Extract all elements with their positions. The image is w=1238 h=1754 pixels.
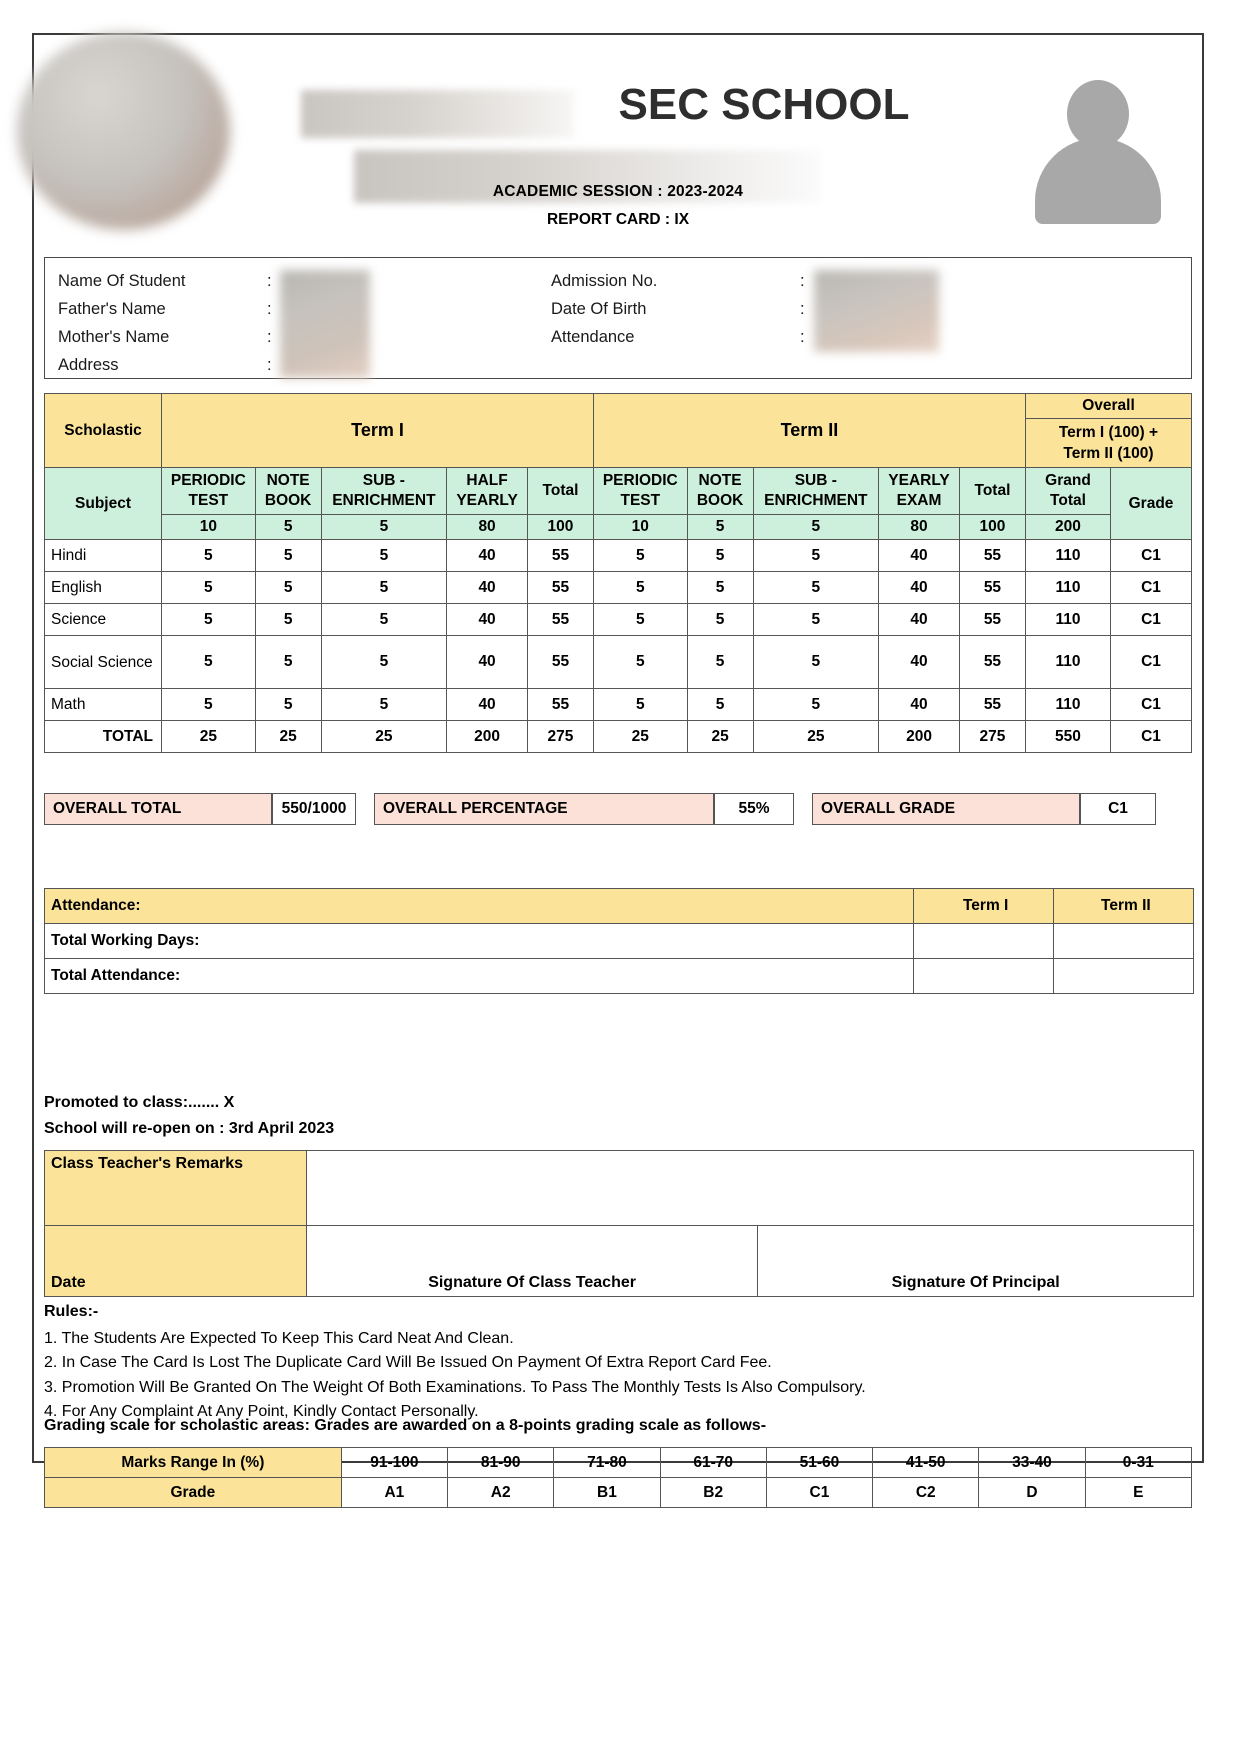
cell: 5 [321, 689, 447, 721]
signature-of-principal: Signature Of Principal [758, 1226, 1194, 1297]
label-address: Address [58, 356, 119, 374]
label-fathers-name: Father's Name [58, 300, 166, 318]
attendance-row-working-days [45, 924, 1194, 959]
cell: 55 [959, 689, 1025, 721]
cell: 275 [528, 721, 594, 753]
max-half-yearly: 80 [447, 515, 528, 540]
class-teacher-remarks-value[interactable] [306, 1151, 1193, 1226]
cell: C1 [1111, 604, 1192, 636]
cell: 55 [959, 572, 1025, 604]
summary-strip [44, 793, 1192, 825]
cell: 5 [321, 540, 447, 572]
report-header [34, 35, 1202, 240]
cell: 200 [879, 721, 960, 753]
max-total-1: 100 [528, 515, 594, 540]
colon-name-of-student: : [267, 272, 272, 290]
cell: 40 [879, 636, 960, 689]
academic-session: ACADEMIC SESSION : 2023-2024 [492, 183, 744, 200]
total-label: TOTAL [45, 721, 162, 753]
cell: 5 [321, 604, 447, 636]
cell: 25 [255, 721, 321, 753]
cell: C1 [1111, 689, 1192, 721]
colon-attendance: : [800, 328, 805, 346]
cell: 5 [162, 540, 256, 572]
cell: 40 [879, 572, 960, 604]
col-sub-enrichment-1: SUB - ENRICHMENT [321, 468, 447, 515]
attendance-table [44, 888, 1194, 994]
rules-section [44, 1300, 1184, 1425]
cell: 5 [753, 572, 879, 604]
remarks-table [44, 1150, 1194, 1297]
cell: 275 [959, 721, 1025, 753]
cell: 5 [321, 572, 447, 604]
cell: C1 [1111, 572, 1192, 604]
cell: 110 [1025, 689, 1110, 721]
attendance-title: Attendance: [45, 889, 914, 924]
col-periodic-test-1: PERIODIC TEST [162, 468, 256, 515]
cell: 5 [687, 604, 753, 636]
overall-percentage-label: OVERALL PERCENTAGE [374, 793, 714, 825]
redacted-student-details-left [280, 270, 370, 378]
cell: 25 [753, 721, 879, 753]
cell: 5 [593, 540, 687, 572]
range-cell: 61-70 [660, 1448, 766, 1478]
cell: 5 [593, 689, 687, 721]
cell: 25 [162, 721, 256, 753]
rule-item: 2. In Case The Card Is Lost The Duplicate Card Will Be Issued On Payment Of Extra Report Card Fee. [44, 1354, 772, 1371]
cell: 40 [447, 689, 528, 721]
promotion-info [44, 1090, 334, 1142]
max-periodic-test-1: 10 [162, 515, 256, 540]
cell: 40 [879, 540, 960, 572]
max-grand-total: 200 [1025, 515, 1110, 540]
cell: 5 [255, 540, 321, 572]
attendance-total-term2[interactable] [1053, 959, 1193, 994]
max-sub-enrichment-1: 5 [321, 515, 447, 540]
cell: 5 [753, 689, 879, 721]
cell: C1 [1111, 636, 1192, 689]
redacted-student-details-right [814, 270, 939, 352]
table-row [45, 689, 1192, 721]
range-cell: 91-100 [341, 1448, 447, 1478]
school-name: SEC SCHOOL [618, 80, 910, 129]
cell: 200 [447, 721, 528, 753]
cell: 5 [593, 604, 687, 636]
table-row [45, 540, 1192, 572]
cell: 5 [255, 572, 321, 604]
grading-scale-table [44, 1447, 1192, 1508]
cell: 5 [255, 689, 321, 721]
overall-grade-label: OVERALL GRADE [812, 793, 1080, 825]
max-yearly-exam: 80 [879, 515, 960, 540]
attendance-working-days-label: Total Working Days: [45, 924, 914, 959]
report-card-page [32, 33, 1204, 1501]
subject-social-science: Social Science [45, 636, 162, 689]
colon-date-of-birth: : [800, 300, 805, 318]
label-mothers-name: Mother's Name [58, 328, 170, 346]
student-info-box [44, 257, 1192, 379]
cell: 55 [959, 604, 1025, 636]
label-date-of-birth: Date Of Birth [551, 300, 647, 318]
grade-cell: A2 [448, 1478, 554, 1508]
cell: 40 [447, 604, 528, 636]
colon-admission-no: : [800, 272, 805, 290]
attendance-total-label: Total Attendance: [45, 959, 914, 994]
cell: 110 [1025, 540, 1110, 572]
rule-item: 1. The Students Are Expected To Keep This Card Neat And Clean. [44, 1329, 514, 1347]
grade-cell: E [1085, 1478, 1191, 1508]
signature-of-class-teacher: Signature Of Class Teacher [306, 1226, 758, 1297]
report-card-class: REPORT CARD : IX [546, 211, 690, 228]
marks-range-label: Marks Range In (%) [45, 1448, 342, 1478]
cell: 40 [447, 572, 528, 604]
range-cell: 71-80 [554, 1448, 660, 1478]
overall-sub-line1: Term I (100) + [1058, 424, 1159, 441]
range-cell: 81-90 [448, 1448, 554, 1478]
subject-hindi: Hindi [45, 540, 162, 572]
grade-cell: B1 [554, 1478, 660, 1508]
cell: 40 [447, 540, 528, 572]
attendance-total-term1[interactable] [913, 959, 1053, 994]
cell: 5 [162, 572, 256, 604]
max-note-book-2: 5 [687, 515, 753, 540]
grade-cell: C2 [873, 1478, 979, 1508]
attendance-term2-header: Term II [1053, 889, 1193, 924]
cell: 55 [959, 636, 1025, 689]
cell: 55 [528, 689, 594, 721]
label-admission-no: Admission No. [551, 272, 658, 290]
colon-fathers-name: : [267, 300, 272, 318]
cell: 5 [687, 689, 753, 721]
overall-header: Overall [1025, 394, 1191, 419]
grade-cell: B2 [660, 1478, 766, 1508]
attendance-working-days-term1[interactable] [913, 924, 1053, 959]
subject-science: Science [45, 604, 162, 636]
overall-total-value: 550/1000 [272, 793, 356, 825]
class-teacher-remarks-label: Class Teacher's Remarks [45, 1151, 307, 1226]
cell: 5 [162, 604, 256, 636]
colon-mothers-name: : [267, 328, 272, 346]
cell: C1 [1111, 721, 1192, 753]
table-total-row [45, 721, 1192, 753]
max-sub-enrichment-2: 5 [753, 515, 879, 540]
max-note-book-1: 5 [255, 515, 321, 540]
term1-header: Term I [162, 394, 594, 468]
cell: 55 [528, 540, 594, 572]
range-cell: 33-40 [979, 1448, 1085, 1478]
cell: 5 [687, 636, 753, 689]
school-reopen-date: School will re-open on : 3rd April 2023 [44, 1120, 335, 1137]
rule-item: 4. For Any Complaint At Any Point, Kindly Contact Personally. [44, 1403, 479, 1420]
cell: C1 [1111, 540, 1192, 572]
col-total-2: Total [959, 468, 1025, 515]
term2-header: Term II [593, 394, 1025, 468]
overall-percentage-value: 55% [714, 793, 794, 825]
table-row [45, 636, 1192, 689]
range-cell: 0-31 [1085, 1448, 1191, 1478]
cell: 5 [687, 572, 753, 604]
grade-row-label: Grade [45, 1478, 342, 1508]
subject-math: Math [45, 689, 162, 721]
attendance-term1-header: Term I [913, 889, 1053, 924]
table-row [45, 604, 1192, 636]
col-periodic-test-2: PERIODIC TEST [593, 468, 687, 515]
range-cell: 51-60 [766, 1448, 872, 1478]
overall-grade-value: C1 [1080, 793, 1156, 825]
cell: 5 [321, 636, 447, 689]
table-row [45, 572, 1192, 604]
cell: 5 [255, 604, 321, 636]
cell: 5 [753, 604, 879, 636]
cell: 5 [162, 636, 256, 689]
col-yearly-exam: YEARLY EXAM [879, 468, 960, 515]
cell: 110 [1025, 636, 1110, 689]
cell: 55 [959, 540, 1025, 572]
col-grade: Grade [1111, 468, 1192, 540]
range-cell: 41-50 [873, 1448, 979, 1478]
subject-english: English [45, 572, 162, 604]
cell: 25 [687, 721, 753, 753]
col-note-book-2: NOTE BOOK [687, 468, 753, 515]
overall-sub-header [1025, 419, 1191, 468]
cell: 5 [753, 540, 879, 572]
rules-title: Rules:- [44, 1303, 99, 1320]
scholastic-marks-table [44, 393, 1192, 753]
date-label: Date [45, 1226, 307, 1297]
col-total-1: Total [528, 468, 594, 515]
col-sub-enrichment-2: SUB - ENRICHMENT [753, 468, 879, 515]
cell: 40 [447, 636, 528, 689]
cell: 55 [528, 604, 594, 636]
cell: 40 [879, 604, 960, 636]
attendance-working-days-term2[interactable] [1053, 924, 1193, 959]
grade-cell: C1 [766, 1478, 872, 1508]
overall-total-label: OVERALL TOTAL [44, 793, 272, 825]
cell: 5 [255, 636, 321, 689]
cell: 110 [1025, 572, 1110, 604]
grade-cell: D [979, 1478, 1085, 1508]
max-periodic-test-2: 10 [593, 515, 687, 540]
cell: 110 [1025, 604, 1110, 636]
cell: 55 [528, 572, 594, 604]
cell: 40 [879, 689, 960, 721]
redacted-school-name-1 [301, 90, 574, 138]
label-attendance: Attendance [551, 328, 635, 346]
cell: 25 [593, 721, 687, 753]
col-half-yearly: HALF YEARLY [447, 468, 528, 515]
max-total-2: 100 [959, 515, 1025, 540]
col-note-book-1: NOTE BOOK [255, 468, 321, 515]
grading-scale-note: Grading scale for scholastic areas: Grades are awarded on a 8-points grading scale as follows- [44, 1417, 767, 1434]
cell: 5 [687, 540, 753, 572]
cell: 550 [1025, 721, 1110, 753]
cell: 25 [321, 721, 447, 753]
rule-item: 3. Promotion Will Be Granted On The Weight Of Both Examinations. To Pass The Monthly Tests Is Also Compulsory. [44, 1378, 866, 1396]
attendance-row-total-attendance [45, 959, 1194, 994]
grade-cell: A1 [341, 1478, 447, 1508]
scholastic-header: Scholastic [45, 394, 162, 468]
cell: 5 [753, 636, 879, 689]
cell: 55 [528, 636, 594, 689]
col-grand-total: Grand Total [1025, 468, 1110, 515]
cell: 5 [162, 689, 256, 721]
subject-header: Subject [45, 468, 162, 540]
promoted-to-class: Promoted to class:....... X [44, 1094, 235, 1111]
colon-address: : [267, 356, 272, 374]
label-name-of-student: Name Of Student [58, 272, 186, 290]
cell: 5 [593, 636, 687, 689]
overall-sub-line2: Term II (100) [1063, 445, 1154, 462]
cell: 5 [593, 572, 687, 604]
